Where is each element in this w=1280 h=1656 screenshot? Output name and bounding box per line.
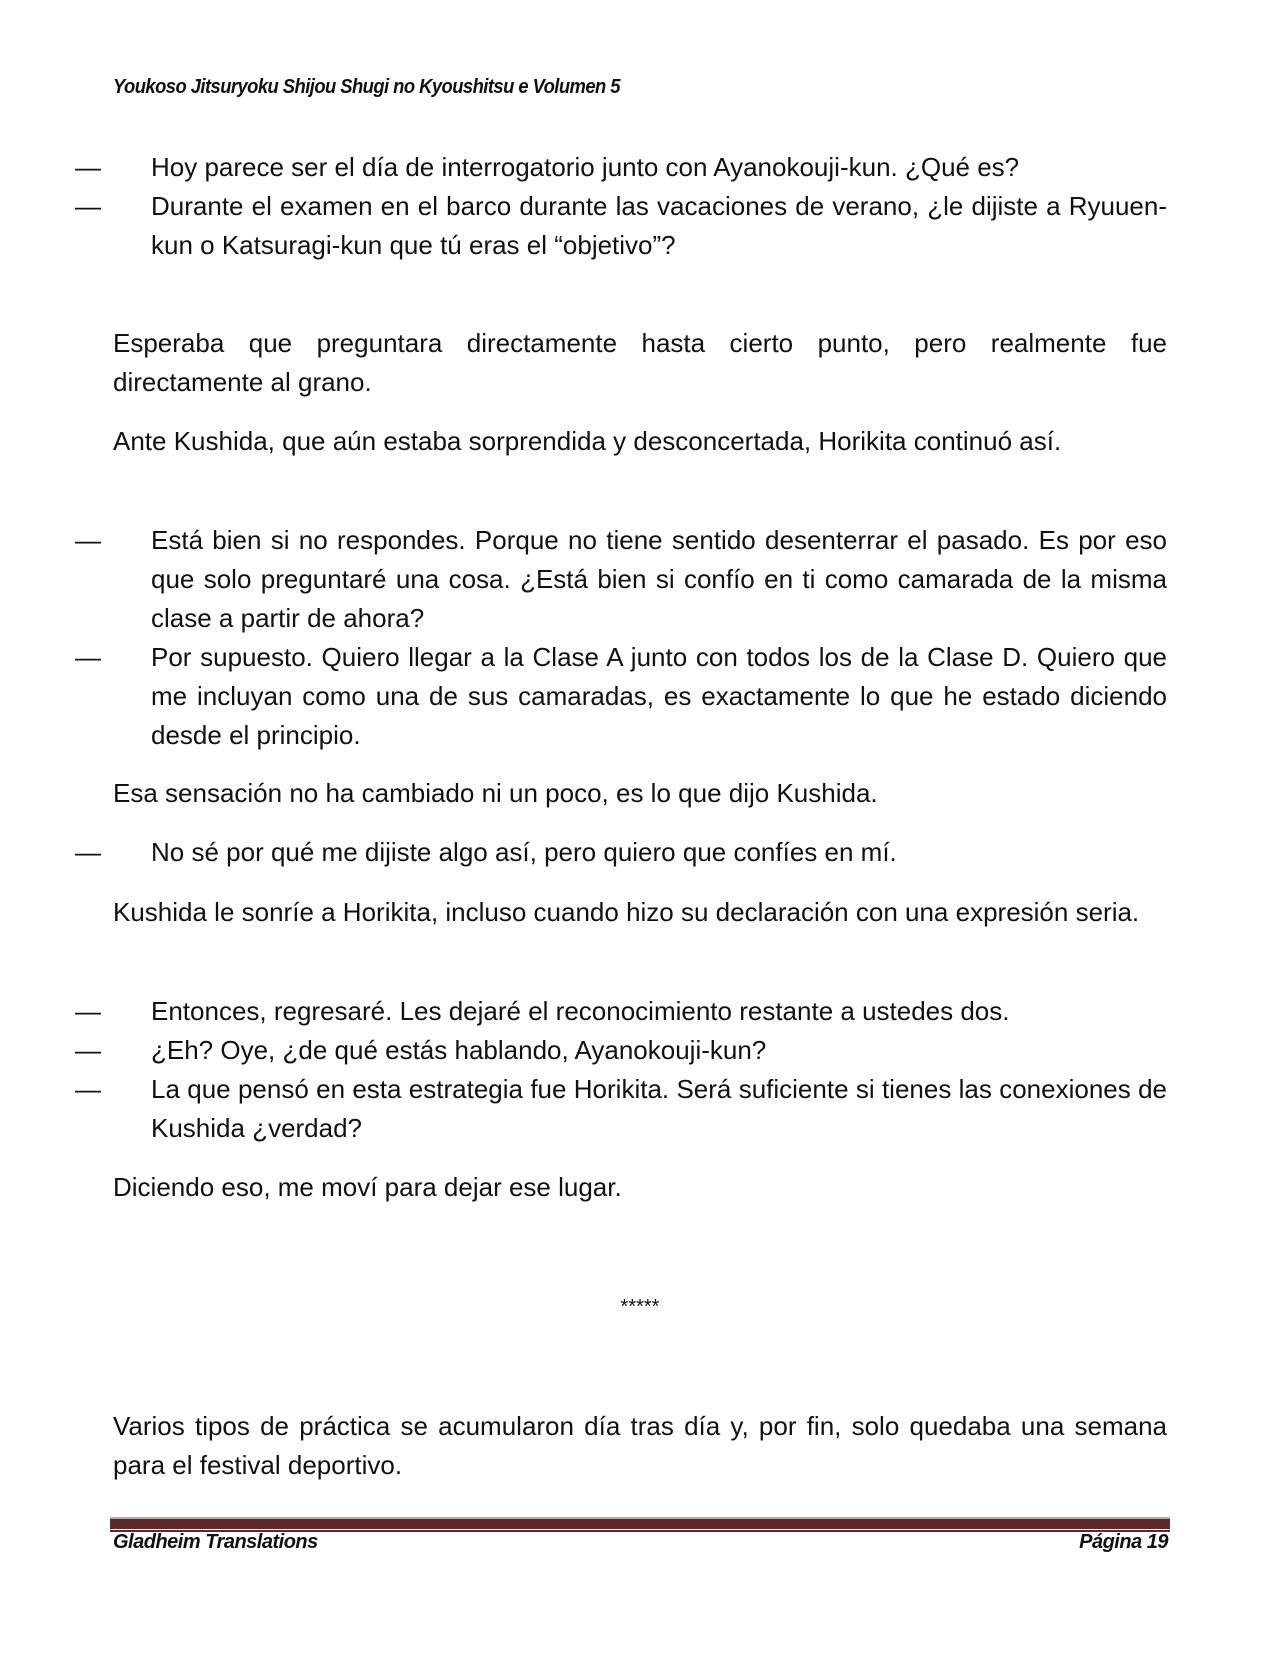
dash: — <box>75 1074 101 1104</box>
dash: — <box>75 1035 101 1065</box>
dash: — <box>75 152 101 182</box>
dash: — <box>75 996 101 1026</box>
dialogue-block <box>75 992 1167 1148</box>
dash: — <box>75 525 101 555</box>
dialogue-line: Está bien si no respondes. Porque no tiene sentido desenterrar el pasado. Es por eso que solo preguntaré una cosa. ¿Está bien si confío en ti como camarada de la misma clase a partir de ahora? <box>151 525 1167 633</box>
dialogue-block <box>75 521 1167 755</box>
footer-rule <box>110 1517 1170 1529</box>
dialogue-line: La que pensó en esta estrategia fue Horikita. Será suficiente si tienes las conexiones de Kushida ¿verdad? <box>151 1074 1167 1143</box>
dialogue-line: Durante el examen en el barco durante las vacaciones de verano, ¿le dijiste a Ryuuen-kun o Katsuragi-kun que tú eras el “objetivo”? <box>151 191 1167 260</box>
running-header: Youkoso Jitsuryoku Shijou Shugi no Kyoushitsu e Volumen 5 <box>113 76 620 98</box>
dialogue-line: Hoy parece ser el día de interrogatorio junto con Ayanokouji-kun. ¿Qué es? <box>151 152 1020 182</box>
dash: — <box>75 642 101 672</box>
scene-separator: ***** <box>620 1296 660 1318</box>
paragraph: Diciendo eso, me moví para dejar ese lugar. <box>113 1172 622 1202</box>
paragraph: Ante Kushida, que aún estaba sorprendida y desconcertada, Horikita continuó así. <box>113 426 1062 456</box>
paragraph: Esperaba que preguntara directamente hasta cierto punto, pero realmente fue directamente al grano. <box>113 328 1167 397</box>
dialogue-block <box>75 148 1167 265</box>
dialogue-line: Entonces, regresaré. Les dejaré el reconocimiento restante a ustedes dos. <box>151 996 1010 1026</box>
dash: — <box>75 191 101 221</box>
dialogue-line: ¿Eh? Oye, ¿de qué estás hablando, Ayanokouji-kun? <box>151 1035 767 1065</box>
dialogue-block <box>75 833 1167 872</box>
paragraph: Esa sensación no ha cambiado ni un poco, es lo que dijo Kushida. <box>113 778 878 808</box>
dialogue-line: No sé por qué me dijiste algo así, pero quiero que confíes en mí. <box>151 837 897 867</box>
dash: — <box>75 837 101 867</box>
footer-credit: Gladheim Translations <box>113 1531 318 1553</box>
paragraph: Kushida le sonríe a Horikita, incluso cuando hizo su declaración con una expresión seria. <box>113 897 1140 927</box>
paragraph: Varios tipos de práctica se acumularon día tras día y, por fin, solo quedaba una semana para el festival deportivo. <box>113 1411 1167 1480</box>
dialogue-line: Por supuesto. Quiero llegar a la Clase A junto con todos los de la Clase D. Quiero que me incluyan como una de sus camaradas, es exactamente lo que he estado diciendo desde el principio. <box>151 642 1167 750</box>
page-number: Página 19 <box>1079 1531 1168 1553</box>
